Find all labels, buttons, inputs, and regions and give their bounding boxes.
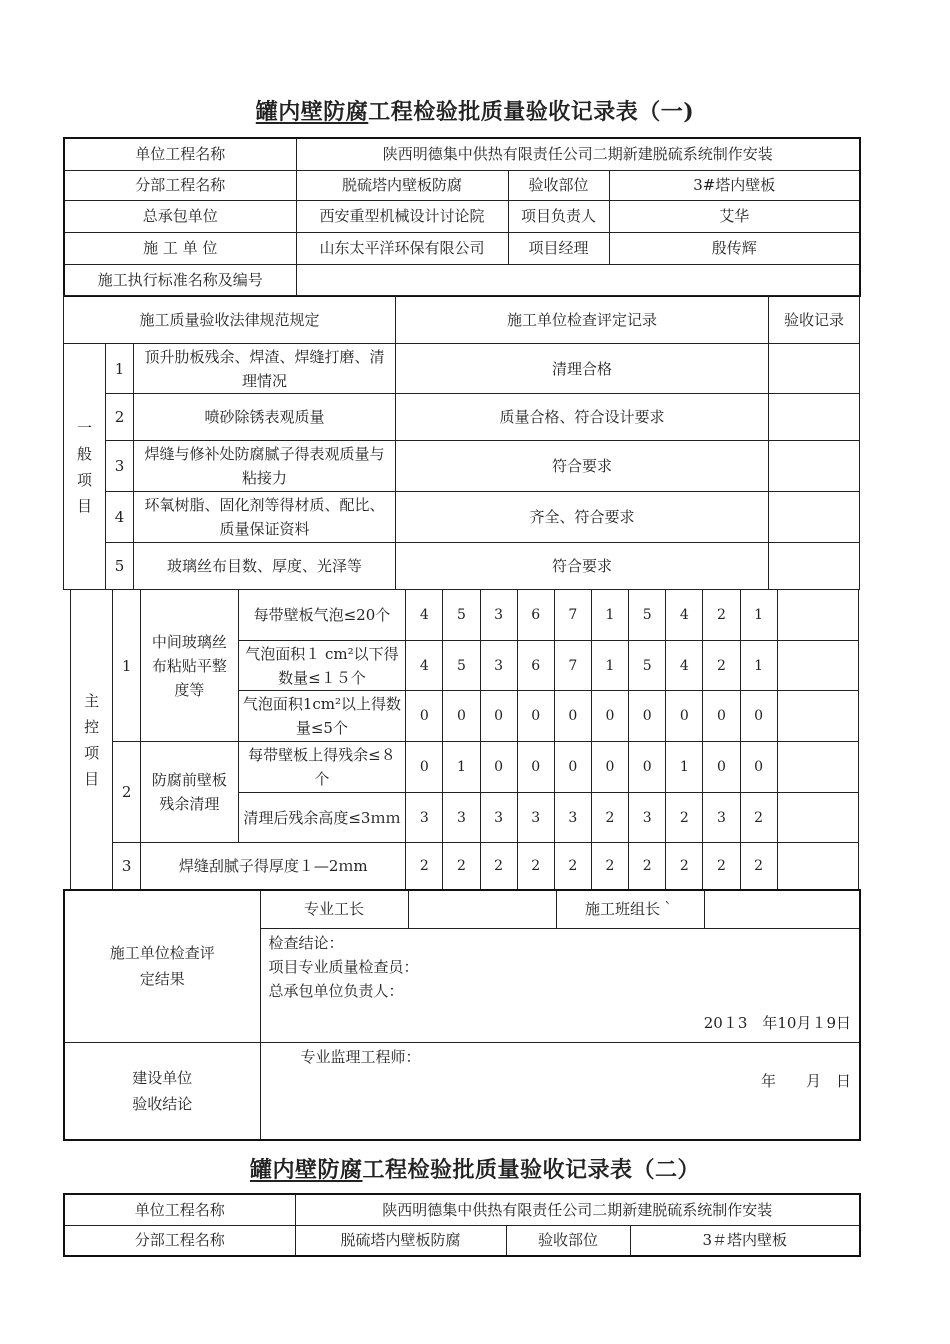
accept-cell (777, 691, 858, 742)
sub-project-value: 脱硫塔内壁板防腐 (295, 1225, 506, 1256)
accept-cell (777, 641, 858, 691)
value-cell: 0 (666, 691, 703, 742)
main-item-name: 焊缝刮腻子得厚度１—2ｍm (141, 843, 406, 890)
value-cell: 0 (480, 742, 517, 793)
value-cell: 3 (517, 793, 554, 843)
value-cell: 0 (740, 691, 777, 742)
owner-label-text: 建设单位验收结论 (132, 1068, 193, 1113)
general-item-no: 3 (106, 441, 134, 492)
value-cell: 4 (406, 590, 443, 641)
value-cell: 2 (629, 843, 666, 890)
main-row-desc: 每带壁板上得残余≤８个 (238, 742, 406, 793)
value-cell: 2 (703, 843, 740, 890)
general-contractor-value: 西安重型机械设计讨论院 (296, 200, 508, 232)
hdr-regulation: 施工质量验收法律规范规定 (64, 296, 396, 344)
main-item-no: 1 (113, 590, 141, 742)
general-item-desc: 喷砂除锈表观质量 (134, 394, 396, 441)
owner-label (64, 1042, 260, 1140)
form1-title-underlined: 罐内壁防腐 (255, 99, 369, 125)
owner-conclusion-cell (260, 1042, 860, 1140)
general-item-accept (769, 492, 860, 543)
accept-part-label: 验收部位 (508, 170, 609, 200)
main-items-label: 主控项目 (71, 590, 113, 890)
form2-header-table (63, 1193, 861, 1257)
foreman-value (408, 890, 556, 928)
value-cell: 3 (703, 793, 740, 843)
team-leader-label: 施工班组长｀ (556, 890, 704, 928)
value-cell: 0 (480, 691, 517, 742)
unit-project-value: 陕西明德集中供热有限责任公司二期新建脱硫系统制作安装 (296, 138, 860, 170)
value-cell: 4 (406, 641, 443, 691)
project-leader-label: 项目负责人 (508, 200, 609, 232)
unit-project-label: 单位工程名称 (64, 138, 296, 170)
value-cell: 3 (406, 793, 443, 843)
value-cell: 5 (629, 590, 666, 641)
main-item-no: 3 (113, 843, 141, 890)
value-cell: 3 (629, 793, 666, 843)
value-cell: 0 (591, 691, 628, 742)
value-cell: 2 (554, 843, 591, 890)
value-cell: 2 (740, 843, 777, 890)
value-cell: 0 (443, 691, 480, 742)
hdr-accept-record: 验收记录 (769, 296, 860, 344)
value-cell: 1 (443, 742, 480, 793)
check-result-label (64, 890, 260, 1042)
unit-project-label: 单位工程名称 (64, 1194, 295, 1225)
owner-date: 年 月 日 (760, 1071, 851, 1090)
value-cell: 3 (480, 641, 517, 691)
general-item-no: 5 (106, 543, 134, 590)
form1-title-rest: 工程检验批质量验收记录表（一) (368, 99, 695, 125)
value-cell: 2 (666, 843, 703, 890)
main-row-desc: 气泡面积1cm²以上得数量≤5个 (238, 691, 406, 742)
construction-unit-value: 山东太平洋环保有限公司 (296, 232, 508, 264)
main-items-table (70, 589, 859, 890)
supervisor: 专业监理工程师： (300, 1047, 421, 1066)
value-cell: 1 (740, 590, 777, 641)
value-cell: 5 (443, 641, 480, 691)
general-item-no: 2 (106, 394, 134, 441)
sub-project-label: 分部工程名称 (64, 1225, 295, 1256)
value-cell: 2 (703, 590, 740, 641)
value-cell: 3 (443, 793, 480, 843)
accept-cell (777, 742, 858, 793)
standard-value (296, 264, 860, 296)
foreman-label: 专业工长 (260, 890, 408, 928)
form1-header-table (63, 137, 861, 297)
value-cell: 0 (703, 691, 740, 742)
general-item-accept (769, 344, 860, 394)
general-item-result: 齐全、符合要求 (396, 492, 769, 543)
general-item-desc: 焊缝与修补处防腐腻子得表观质量与粘接力 (134, 441, 396, 492)
value-cell: 1 (591, 590, 628, 641)
value-cell: 6 (517, 641, 554, 691)
value-cell: 0 (517, 691, 554, 742)
general-item-result: 符合要求 (396, 543, 769, 590)
check-conclusion: 检查结论： (268, 933, 344, 952)
form2-title (0, 1153, 950, 1184)
value-cell: 0 (406, 691, 443, 742)
main-item-name: 中间玻璃丝布粘贴平整度等 (141, 590, 238, 742)
form2-title-rest: 工程检验批质量验收记录表（二） (362, 1157, 701, 1183)
general-item-desc: 顶升肋板残余、焊渣、焊缝打磨、清理情况 (134, 344, 396, 394)
general-item-result: 质量合格、符合设计要求 (396, 394, 769, 441)
value-cell: 6 (517, 590, 554, 641)
general-item-no: 4 (106, 492, 134, 543)
construction-unit-label: 施 工 单 位 (64, 232, 296, 264)
value-cell: 0 (554, 742, 591, 793)
value-cell: 2 (443, 843, 480, 890)
accept-cell (777, 590, 858, 641)
general-item-desc: 玻璃丝布目数、厚度、光泽等 (134, 543, 396, 590)
accept-cell (777, 793, 858, 843)
value-cell: 1 (591, 641, 628, 691)
accept-part-value: 3#塔内壁板 (609, 170, 860, 200)
value-cell: 3 (480, 590, 517, 641)
general-item-result: 清理合格 (396, 344, 769, 394)
gc-responsible: 总承包单位负责人： (268, 981, 404, 1000)
accept-cell (777, 843, 858, 890)
value-cell: 2 (517, 843, 554, 890)
value-cell: 4 (666, 641, 703, 691)
main-row-desc: 气泡面积１ cm²以下得数量≤１５个 (238, 641, 406, 691)
unit-project-value: 陕西明德集中供热有限责任公司二期新建脱硫系统制作安装 (295, 1194, 860, 1225)
value-cell: 0 (554, 691, 591, 742)
accept-part-value: 3＃塔内壁板 (630, 1225, 860, 1256)
general-item-desc: 环氧树脂、固化剂等得材质、配比、质量保证资料 (134, 492, 396, 543)
general-item-no: 1 (106, 344, 134, 394)
value-cell: 5 (629, 641, 666, 691)
signoff-table (63, 889, 861, 1141)
general-contractor-label: 总承包单位 (64, 200, 296, 232)
value-cell: 4 (666, 590, 703, 641)
value-cell: 1 (740, 641, 777, 691)
value-cell: 3 (480, 793, 517, 843)
form2-title-underlined: 罐内壁防腐 (249, 1157, 363, 1183)
project-manager-label: 项目经理 (508, 232, 609, 264)
value-cell: 1 (666, 742, 703, 793)
project-leader-value: 艾华 (609, 200, 860, 232)
value-cell: 2 (591, 843, 628, 890)
value-cell: 0 (740, 742, 777, 793)
value-cell: 2 (591, 793, 628, 843)
value-cell: 0 (517, 742, 554, 793)
general-item-accept (769, 441, 860, 492)
value-cell: 3 (554, 793, 591, 843)
value-cell: 0 (703, 742, 740, 793)
hdr-check-record: 施工单位检查评定记录 (396, 296, 769, 344)
value-cell: 5 (443, 590, 480, 641)
general-items-table (63, 295, 860, 590)
team-leader-value (704, 890, 860, 928)
sub-project-value: 脱硫塔内壁板防腐 (296, 170, 508, 200)
check-result-label-text: 施工单位检查评定结果 (109, 944, 215, 989)
standard-label: 施工执行标准名称及编号 (64, 264, 296, 296)
value-cell: 7 (554, 641, 591, 691)
value-cell: 2 (666, 793, 703, 843)
accept-part-label: 验收部位 (506, 1225, 630, 1256)
general-item-accept (769, 394, 860, 441)
project-manager-value: 殷传辉 (609, 232, 860, 264)
value-cell: 7 (554, 590, 591, 641)
quality-inspector: 项目专业质量检查员： (268, 957, 419, 976)
general-item-accept (769, 543, 860, 590)
value-cell: 0 (406, 742, 443, 793)
main-item-name: 防腐前壁板残余清理 (141, 742, 238, 843)
main-row-desc: 清理后残余高度≤3ｍｍ (238, 793, 406, 843)
main-item-no: 2 (113, 742, 141, 843)
sub-project-label: 分部工程名称 (64, 170, 296, 200)
value-cell: 0 (629, 742, 666, 793)
value-cell: 0 (591, 742, 628, 793)
form1-title (0, 95, 950, 126)
main-row-desc: 每带壁板气泡≤20个 (238, 590, 406, 641)
value-cell: 2 (480, 843, 517, 890)
value-cell: 0 (629, 691, 666, 742)
value-cell: 2 (740, 793, 777, 843)
general-items-label: 一般项目 (64, 344, 106, 590)
check-date: 20１3 年10月１9日 (703, 1013, 851, 1032)
value-cell: 2 (406, 843, 443, 890)
general-item-result: 符合要求 (396, 441, 769, 492)
value-cell: 2 (703, 641, 740, 691)
check-conclusion-cell (260, 928, 860, 1042)
